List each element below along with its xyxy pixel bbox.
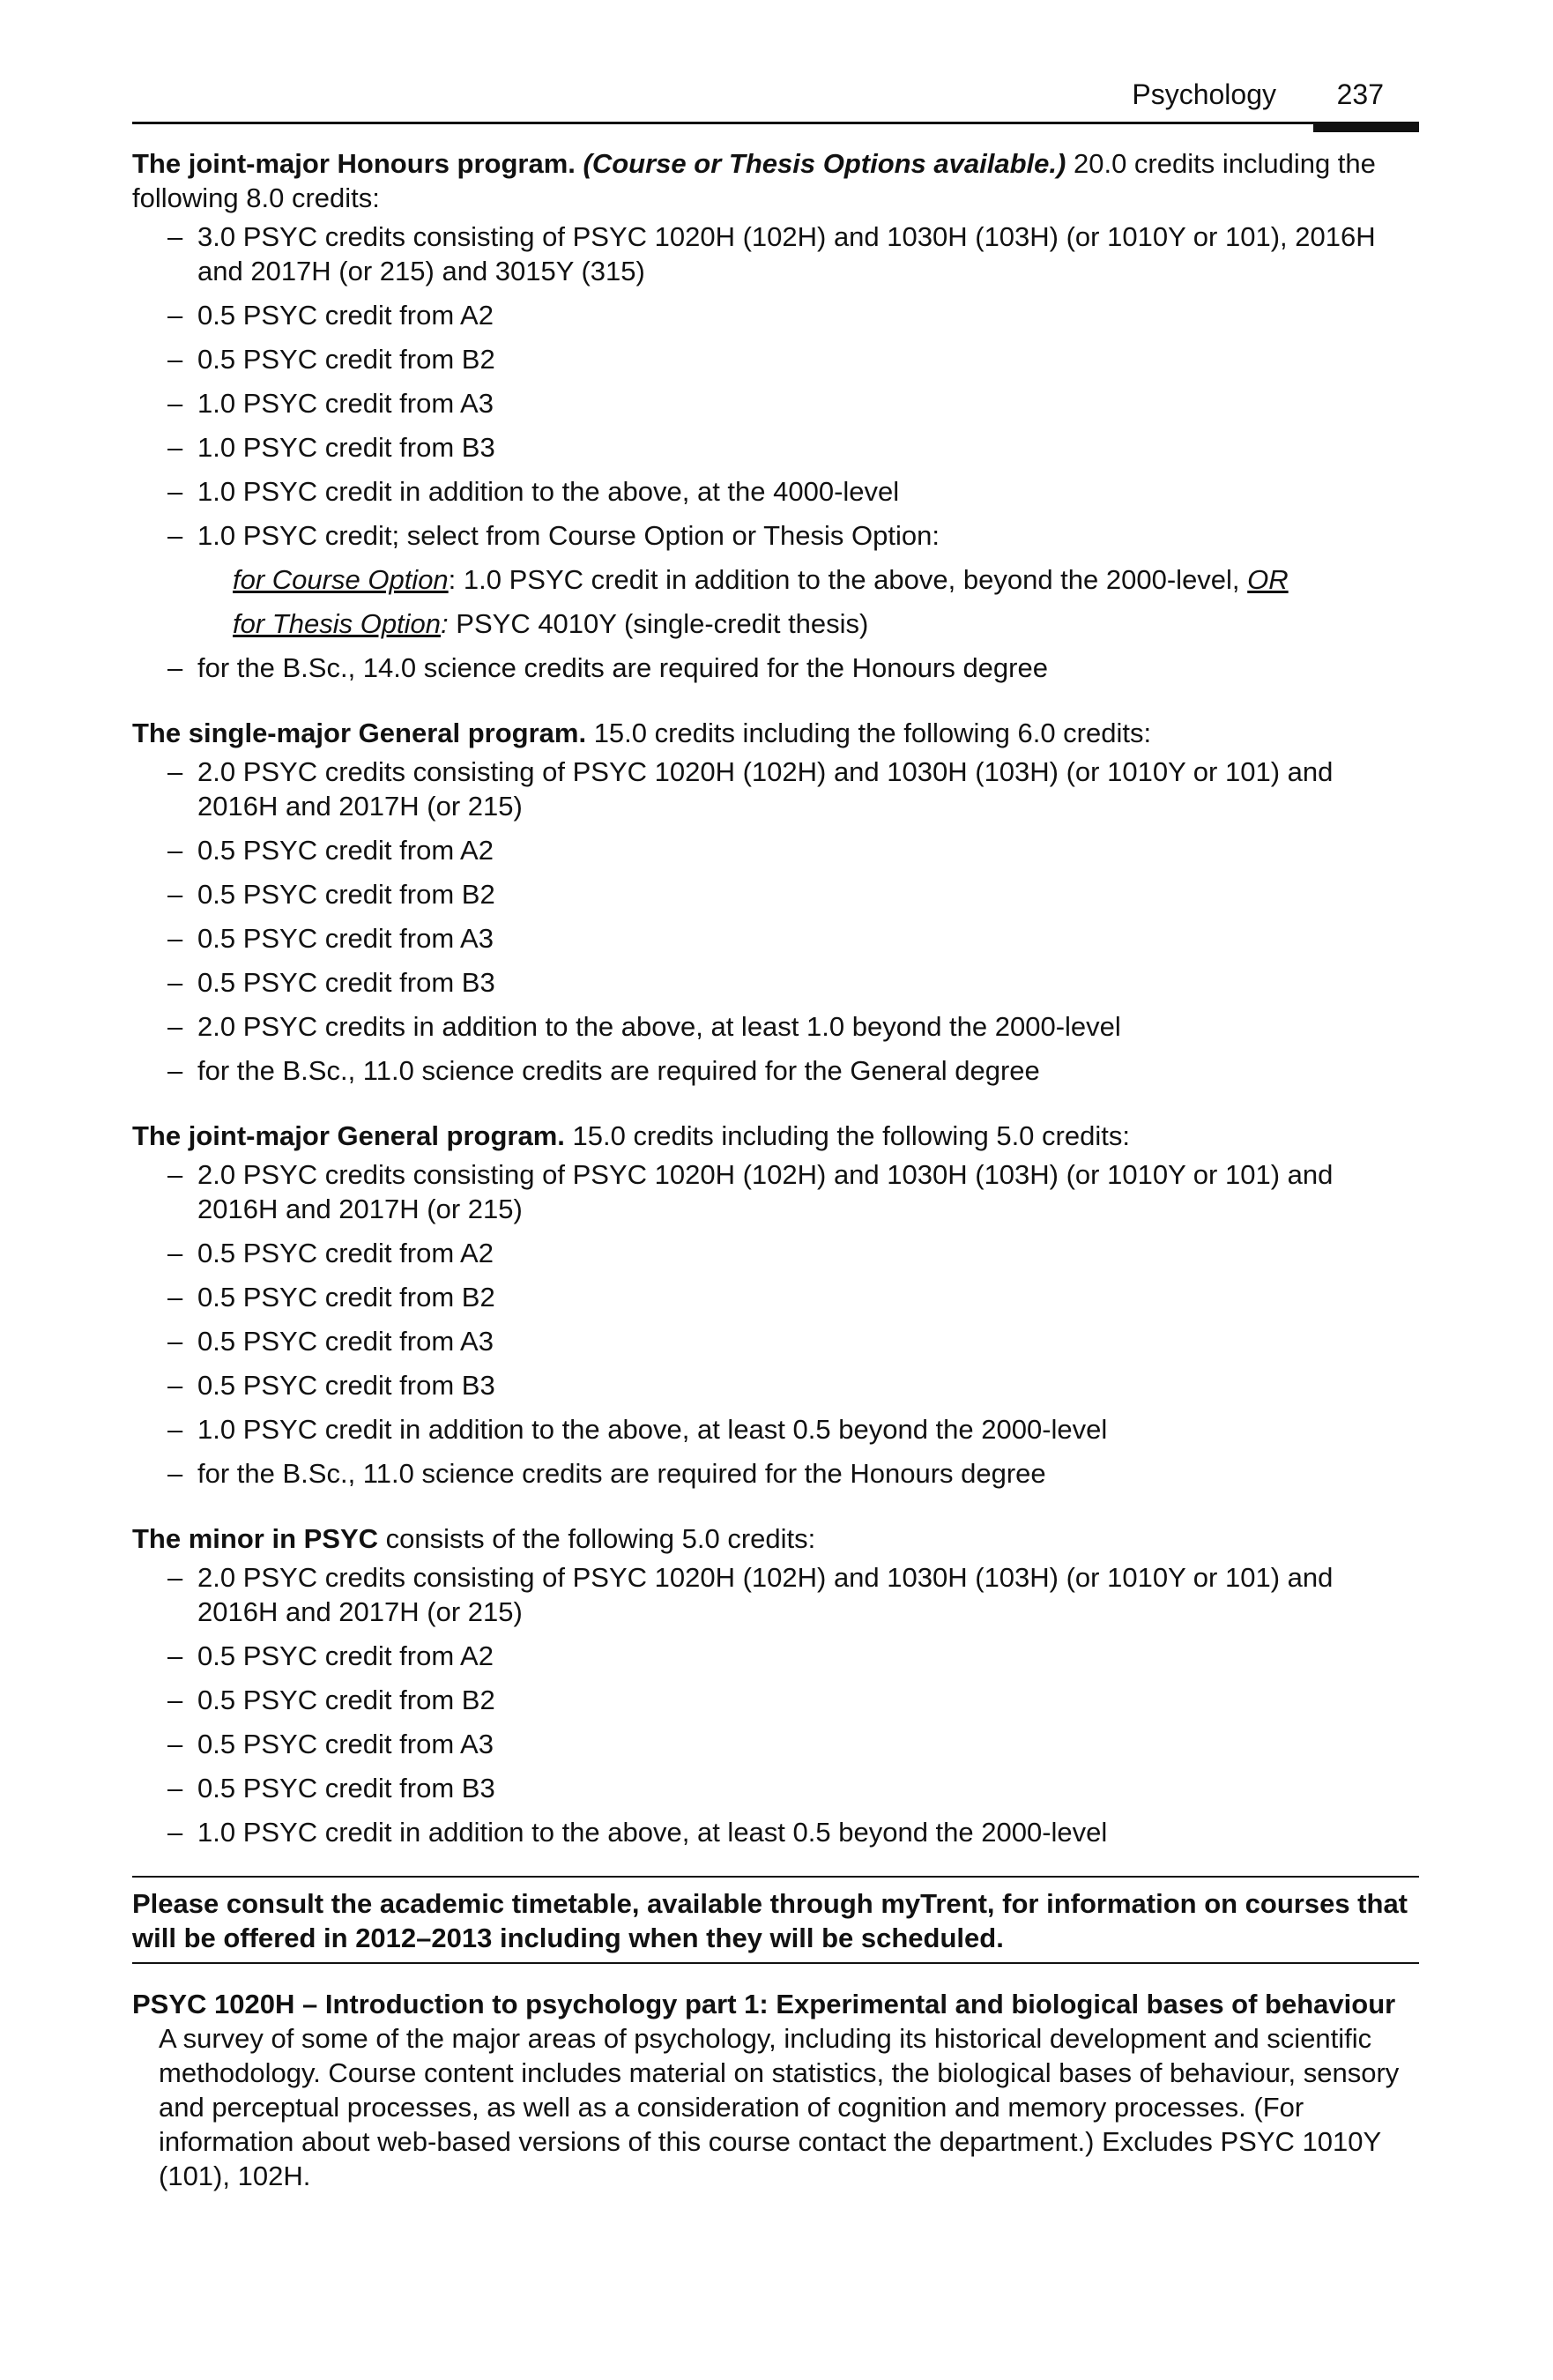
- program-heading: [132, 716, 1419, 750]
- list-item: – 0.5 PSYC credit from A2: [167, 300, 494, 331]
- header-tab-bar: [1313, 122, 1419, 132]
- header-section-title: Psychology: [1132, 78, 1276, 110]
- list-item: – 3.0 PSYC credits consisting of PSYC 1020H (102H) and 1030H (103H) (or 1010Y or 101), 2016H and 2017H (or 215) and 3015Y (315): [167, 221, 1376, 286]
- list-item: – 0.5 PSYC credit from A2: [167, 1640, 494, 1671]
- list-item: – 0.5 PSYC credit from A3: [167, 923, 494, 954]
- list-item: – for the B.Sc., 11.0 science credits are required for the General degree: [167, 1055, 1040, 1086]
- program-minor: [132, 1521, 1419, 1849]
- requirement-list: [132, 219, 1419, 553]
- list-item: – 2.0 PSYC credits in addition to the above, at least 1.0 beyond the 2000-level: [167, 1011, 1121, 1042]
- requirement-list: [132, 1157, 1419, 1491]
- requirement-list-final: [132, 651, 1419, 685]
- program-title: The joint-major General program.: [132, 1120, 565, 1151]
- program-heading: [132, 1521, 1419, 1556]
- list-item: – 0.5 PSYC credit from A2: [167, 835, 494, 866]
- program-joint-major-honours: [132, 146, 1419, 685]
- list-item: – for the B.Sc., 11.0 science credits are required for the Honours degree: [167, 1458, 1046, 1489]
- course-description: A survey of some of the major areas of psychology, including its historical development and scientific methodology. Course content includes material on statistics, the biological bases of behaviour, sensory and perceptual processes, as well as a consideration of cognition and memory processes. (For information about web-based versions of this course contact the department.) Excludes PSYC 1010Y (101), 102H.: [159, 2023, 1400, 2191]
- list-item: – for the B.Sc., 14.0 science credits are required for the Honours degree: [167, 652, 1048, 683]
- program-heading: [132, 1119, 1419, 1153]
- thesis-option-label: for Thesis Option: [233, 608, 442, 639]
- thesis-option-line: for Thesis Option: PSYC 4010Y (single-credit thesis): [233, 608, 869, 639]
- list-item: – 0.5 PSYC credit from B2: [167, 1685, 495, 1715]
- course-option-line: for Course Option: 1.0 PSYC credit in addition to the above, beyond the 2000-level, OR: [233, 564, 1289, 595]
- document-page: [132, 78, 1419, 2193]
- timetable-notice: Please consult the academic timetable, available through myTrent, for information on courses that will be offered in 2012–2013 including when they will be scheduled.: [132, 1876, 1419, 1964]
- program-intro: 15.0 credits including the following 6.0 credits:: [586, 718, 1152, 748]
- running-header: [132, 78, 1419, 123]
- list-item: – 1.0 PSYC credit in addition to the above, at the 4000-level: [167, 476, 900, 507]
- program-intro: 15.0 credits including the following 5.0 credits:: [564, 1120, 1130, 1151]
- or-connector: OR: [1247, 564, 1289, 595]
- program-intro: consists of the following 5.0 credits:: [378, 1523, 816, 1554]
- requirement-list: [132, 1560, 1419, 1849]
- program-title-note: (Course or Thesis Options available.): [583, 148, 1066, 179]
- course-title: PSYC 1020H – Introduction to psychology part 1: Experimental and biological bases of behaviour: [132, 1989, 1396, 2019]
- list-item: – 2.0 PSYC credits consisting of PSYC 1020H (102H) and 1030H (103H) (or 1010Y or 101) and 2016H and 2017H (or 215): [167, 1562, 1334, 1627]
- list-item: – 0.5 PSYC credit from B3: [167, 1370, 495, 1401]
- list-item: – 2.0 PSYC credits consisting of PSYC 1020H (102H) and 1030H (103H) (or 1010Y or 101) and 2016H and 2017H (or 215): [167, 756, 1334, 822]
- list-item: – 0.5 PSYC credit from A3: [167, 1326, 494, 1357]
- program-single-major-general: [132, 716, 1419, 1088]
- program-title: The joint-major Honours program.: [132, 148, 576, 179]
- header-page-number: 237: [1336, 78, 1384, 110]
- list-item: – 1.0 PSYC credit from A3: [167, 388, 494, 419]
- list-item: – 2.0 PSYC credits consisting of PSYC 1020H (102H) and 1030H (103H) (or 1010Y or 101) and 2016H and 2017H (or 215): [167, 1159, 1334, 1224]
- program-title: The single-major General program.: [132, 718, 587, 748]
- list-item: – 1.0 PSYC credit; select from Course Option or Thesis Option:: [167, 520, 940, 551]
- header-rule: [132, 122, 1419, 124]
- program-heading: [132, 146, 1419, 215]
- list-item: – 0.5 PSYC credit from A3: [167, 1729, 494, 1759]
- list-item: – 0.5 PSYC credit from B3: [167, 1773, 495, 1804]
- list-item: – 1.0 PSYC credit in addition to the above, at least 0.5 beyond the 2000-level: [167, 1414, 1108, 1445]
- list-item: – 0.5 PSYC credit from B3: [167, 967, 495, 998]
- list-item: – 1.0 PSYC credit in addition to the above, at least 0.5 beyond the 2000-level: [167, 1817, 1108, 1848]
- course-entry: [132, 1987, 1419, 2193]
- program-joint-major-general: [132, 1119, 1419, 1491]
- list-item: – 0.5 PSYC credit from B2: [167, 1282, 495, 1313]
- list-item: – 0.5 PSYC credit from B2: [167, 344, 495, 375]
- list-item: – 0.5 PSYC credit from B2: [167, 879, 495, 910]
- requirement-list: [132, 755, 1419, 1088]
- program-title: The minor in PSYC: [132, 1523, 379, 1554]
- list-item: – 0.5 PSYC credit from A2: [167, 1238, 494, 1268]
- list-item: – 1.0 PSYC credit from B3: [167, 432, 495, 463]
- program-intro: 20.0 credits including the following 8.0 credits:: [132, 148, 1376, 213]
- course-option-label: for Course Option: [233, 564, 449, 595]
